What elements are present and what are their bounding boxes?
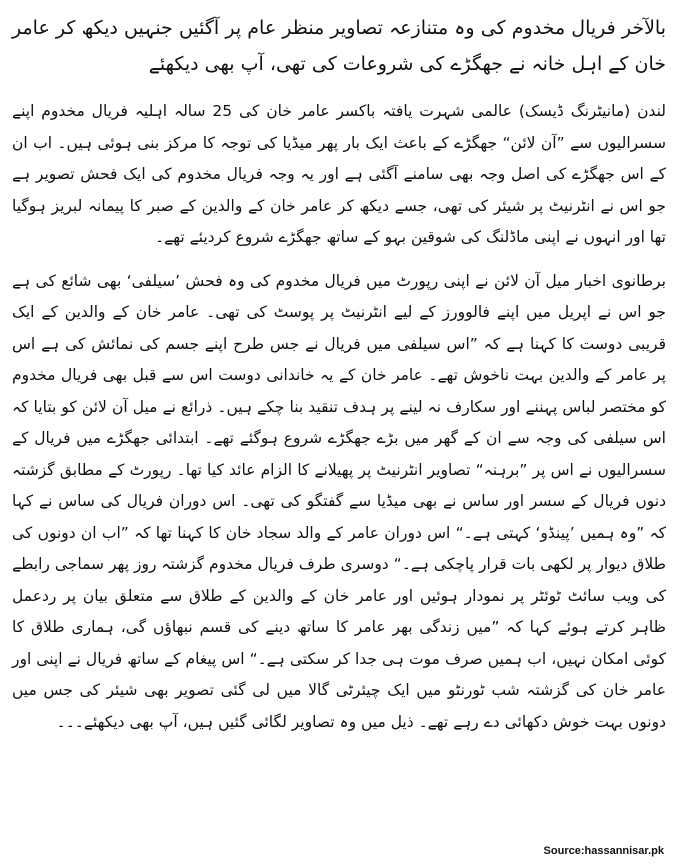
- article-headline: بالآخر فریال مخدوم کی وہ متنازعہ تصاویر منظر عام پر آگئیں جنہیں دیکھ کر عامر خان کے اہل خانہ نے جھگڑے کی شروعات کی تھی، آپ بھی دیکھئے: [12, 17, 666, 75]
- article-paragraph-2: برطانوی اخبار میل آن لائن نے اپنی رپورٹ میں فریال مخدوم کی وہ فحش ’سیلفی‘ بھی شائع کی ہے جو اس نے اپریل میں اپنے فالوورز کے لیے انٹرنیٹ پر پوسٹ کی تھی۔ عامر خان کے والدین کے ایک قریبی دوست کا کہنا ہے کہ ”اس سیلفی میں فریال نے جس طرح اپنے جسم کی نمائش کی ہے اس پر عامر کے والدین بہت ناخوش تھے۔ عامر خان کے یہ خاندانی دوست اس سے قبل بھی فریال مخدوم کو مختصر لباس پہننے اور سکارف نہ لینے پر ہدف تنقید بنا چکے ہیں۔ ذرائع نے میل آن لائن کو بتایا کہ اس سیلفی کی وجہ سے ان کے گھر میں بڑے جھگڑے شروع ہوگئے تھے۔ ابتدائی جھگڑے میں فریال کے سسرالیوں نے اس پر ”برہنہ“ تصاویر انٹرنیٹ پر پھیلانے کا الزام عائد کیا تھا۔ رپورٹ کے مطابق گزشتہ دنوں فریال کے سسر اور ساس نے بھی میڈیا سے گفتگو کی تھی۔ اس دوران فریال کی ساس نے کہا کہ ”وہ ہمیں ’پینڈو‘ کہتی ہے۔“ اس دوران عامر کے والد سجاد خان کا کہنا تھا کہ ”اب ان دونوں کی طلاق دیوار پر لکھی بات قرار پاچکی ہے۔“ دوسری طرف فریال مخدوم گزشتہ روز پھر سماجی رابطے کی ویب سائٹ ٹوئٹر پر نمودار ہوئیں اور عامر خان کے والدین کے طلاق سے متعلق بیان پر ردعمل ظاہر کرتے ہوئے کہا کہ ”میں زندگی بھر عامر کا ساتھ دینے کی قسم نبھاؤں گی، ہماری طلاق کا کوئی امکان نہیں، اب ہمیں صرف موت ہی جدا کر سکتی ہے۔“ اس پیغام کے ساتھ فریال نے اپنی اور عامر خان کی گزشتہ شب ٹورنٹو میں ایک چیئرٹی گالا میں لی گئی تصویر بھی شیئر کی جس میں دونوں بہت خوش دکھائی دے رہے تھے۔ ذیل میں وہ تصاویر لگائی گئیں ہیں، آپ بھی دیکھئے۔۔۔: [12, 271, 666, 731]
- article-paragraph-1: لندن (مانیٹرنگ ڈیسک) عالمی شہرت یافتہ باکسر عامر خان کی 25 سالہ اہلیہ فریال مخدوم اپنے سسرالیوں سے ”آن لائن“ جھگڑے کے باعث ایک بار پھر میڈیا کی توجہ کا مرکز بنی ہوئی ہیں۔ اب ان کے اس جھگڑے کی اصل وجہ بھی سامنے آگئی ہے اور یہ وجہ فریال مخدوم کی ایک فحش تصویر ہے جو اس نے انٹرنیٹ پر شیئر کی تھی، جسے دیکھ کر عامر خان کے والدین کے صبر کا پیمانہ لبریز ہوگیا تھا اور انہوں نے اپنی ماڈلنگ کی شوقین بہو کے ساتھ جھگڑے شروع کردیئے تھے۔: [12, 102, 666, 246]
- article: [12, 10, 666, 865]
- source-credit: Source:hassannisar.pk: [543, 845, 664, 857]
